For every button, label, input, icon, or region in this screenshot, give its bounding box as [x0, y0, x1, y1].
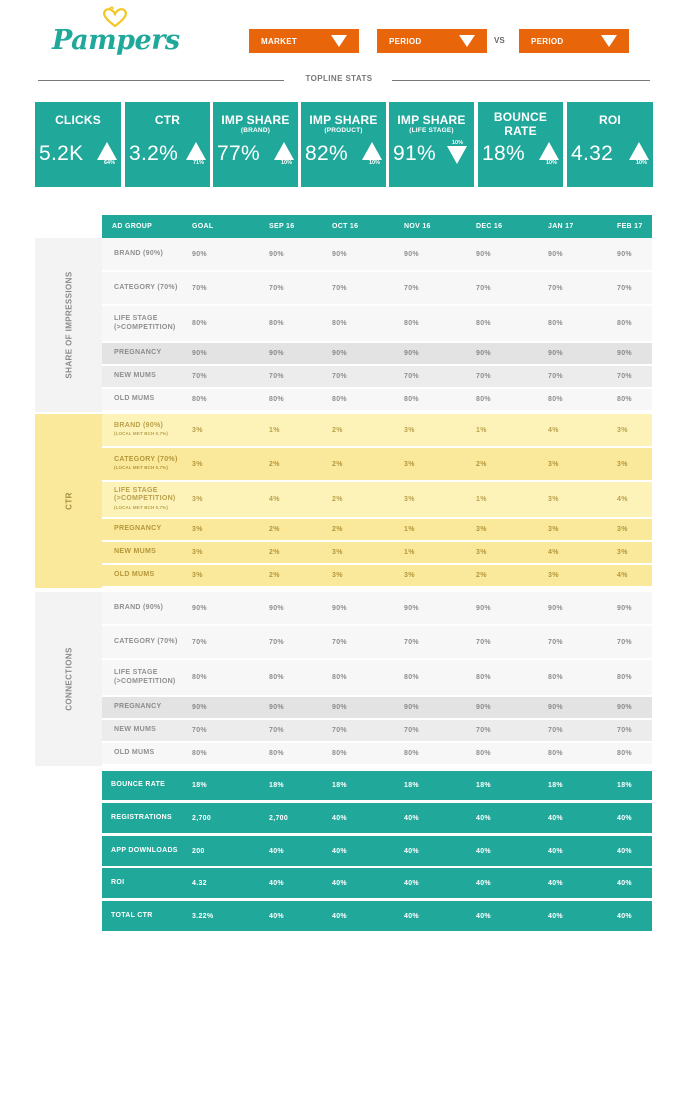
table-cell: 90%: [332, 704, 347, 711]
stat-card-change: 64%: [104, 160, 116, 166]
summary-cell: 40%: [476, 847, 491, 855]
summary-cell: 18%: [476, 782, 491, 789]
table-cell: 1%: [404, 549, 415, 556]
summary-cell: 40%: [404, 912, 419, 920]
table-cell: 3%: [617, 426, 628, 434]
table-cell: 4%: [548, 426, 559, 434]
table-cell: 4%: [548, 549, 559, 556]
table-cell: 90%: [269, 350, 284, 357]
table-cell: 90%: [548, 704, 563, 711]
table-cell: 3%: [476, 526, 487, 533]
table-cell: 4%: [617, 572, 628, 579]
table-row[interactable]: [102, 366, 652, 387]
summary-cell: 40%: [548, 814, 563, 822]
table-row[interactable]: [102, 519, 652, 540]
table-cell: 3%: [332, 572, 343, 579]
triangle-up-icon: [539, 142, 559, 160]
summary-row[interactable]: [102, 901, 652, 931]
table-cell: 80%: [332, 320, 347, 327]
summary-cell: 40%: [269, 879, 284, 887]
row-label-text: OLD MUMS: [114, 749, 155, 757]
section-label: [35, 238, 102, 412]
stat-card-value: 18%: [482, 142, 525, 165]
table-cell: 80%: [192, 674, 207, 681]
table-row[interactable]: [102, 697, 652, 718]
table-cell: 3%: [548, 572, 559, 579]
table-cell: 70%: [548, 638, 563, 646]
table-cell: 90%: [404, 250, 419, 258]
stat-card[interactable]: [567, 102, 653, 187]
row-label-text: NEW MUMS: [114, 726, 157, 734]
table-cell: 1%: [476, 426, 487, 434]
table-cell: 3%: [617, 460, 628, 468]
table-cell: 90%: [332, 350, 347, 357]
table-cell: 90%: [617, 350, 632, 357]
table-cell: 70%: [548, 727, 563, 734]
table-row[interactable]: [102, 626, 652, 658]
table-cell: 70%: [476, 638, 491, 646]
summary-cell: 40%: [404, 847, 419, 855]
stat-card-change: 10%: [636, 160, 648, 166]
stat-card-value: 77%: [217, 142, 260, 165]
row-label-text: NEW MUMS: [114, 548, 157, 556]
table-row[interactable]: [102, 448, 652, 480]
table-cell: 80%: [332, 396, 347, 403]
triangle-up-icon: [186, 142, 206, 160]
market-dropdown[interactable]: [249, 29, 359, 53]
column-header: NOV 16: [404, 223, 431, 230]
vs-label: VS: [494, 36, 505, 45]
table-cell: 1%: [476, 496, 487, 503]
table-cell: 70%: [332, 638, 347, 646]
topline-title: TOPLINE STATS: [305, 74, 373, 83]
table-cell: 80%: [476, 750, 491, 757]
table-cell: 90%: [332, 250, 347, 258]
table-cell: 70%: [192, 638, 207, 646]
row-label: [114, 448, 194, 480]
stat-card-value: 5.2K: [39, 142, 84, 165]
table-cell: 90%: [476, 250, 491, 258]
table-cell: 3%: [617, 526, 628, 533]
row-label-note: (LOCAL MKT BCH 0.7%): [114, 431, 168, 436]
summary-cell: 40%: [617, 814, 632, 822]
stat-card-title: IMP SHARE: [221, 113, 290, 127]
table-row[interactable]: [102, 306, 652, 341]
row-label-text: LIFE STAGE (>COMPETITION): [114, 669, 176, 685]
table-cell: 2%: [332, 496, 343, 503]
table-cell: 1%: [404, 526, 415, 533]
table-cell: 80%: [476, 320, 491, 327]
stat-card-subtitle: (PRODUCT): [324, 127, 363, 134]
summary-cell: 40%: [404, 879, 419, 887]
summary-cell: 4.32: [192, 879, 207, 887]
table-cell: 90%: [269, 250, 284, 258]
table-cell: 2%: [476, 460, 487, 468]
row-label: [114, 565, 194, 586]
summary-row[interactable]: [102, 836, 652, 866]
row-label: [114, 519, 194, 540]
table-cell: 90%: [476, 350, 491, 357]
row-label: [114, 482, 194, 517]
table-cell: 80%: [548, 396, 563, 403]
table-cell: 90%: [332, 604, 347, 612]
row-label: [114, 272, 194, 304]
row-label-text: LIFE STAGE (>COMPETITION): [114, 486, 176, 503]
stat-card-change: 10%: [546, 160, 558, 166]
table-cell: 70%: [269, 638, 284, 646]
row-label-text: OLD MUMS: [114, 395, 155, 403]
stat-card[interactable]: [35, 102, 121, 187]
summary-cell: 200: [192, 847, 205, 855]
table-cell: 80%: [404, 750, 419, 757]
stat-card-title: IMP SHARE: [309, 113, 378, 127]
table-cell: 70%: [476, 284, 491, 292]
summary-label: REGISTRATIONS: [111, 813, 172, 821]
table-cell: 90%: [269, 604, 284, 612]
summary-row[interactable]: [102, 868, 652, 898]
stat-card[interactable]: [213, 102, 298, 187]
table-cell: 70%: [548, 373, 563, 380]
row-label-text: PREGNANCY: [114, 525, 162, 533]
row-label-text: PREGNANCY: [114, 349, 162, 357]
row-label-note: (LOCAL MKT BCH 0.7%): [114, 465, 168, 470]
table-cell: 3%: [548, 460, 559, 468]
table-cell: 1%: [269, 426, 280, 434]
table-cell: 80%: [332, 750, 347, 757]
stat-card-title: BOUNCE: [493, 110, 548, 124]
table-cell: 80%: [548, 674, 563, 681]
divider-left: [38, 80, 284, 81]
table-cell: 70%: [617, 638, 632, 646]
section-label: [35, 414, 102, 588]
table-cell: 90%: [548, 350, 563, 357]
table-cell: 3%: [548, 496, 559, 503]
table-cell: 70%: [617, 373, 632, 380]
column-header: GOAL: [192, 223, 214, 230]
brand-name: Pampers: [52, 25, 180, 56]
table-cell: 70%: [476, 727, 491, 734]
stat-card-subtitle: (LIFE STAGE): [409, 127, 454, 134]
table-cell: 3%: [192, 460, 203, 468]
summary-cell: 40%: [332, 912, 347, 920]
period-dropdown-label: PERIOD: [389, 36, 422, 46]
column-header: OCT 16: [332, 223, 359, 230]
table-cell: 70%: [617, 727, 632, 734]
summary-cell: 3.22%: [192, 912, 214, 920]
summary-label: ROI: [111, 878, 125, 886]
row-label-text: CATEGORY (70%): [114, 283, 178, 291]
summary-cell: 2,700: [192, 814, 212, 822]
row-label: [114, 366, 194, 387]
section-label: [35, 592, 102, 766]
row-label-text: BRAND (90%): [114, 421, 164, 429]
table-cell: 80%: [617, 674, 632, 681]
table-cell: 80%: [269, 750, 284, 757]
column-header: AD GROUP: [112, 223, 153, 230]
stat-card[interactable]: [389, 102, 474, 187]
section-label-text: CONNECTIONS: [64, 647, 73, 711]
table-cell: 3%: [192, 549, 203, 556]
table-cell: 3%: [404, 572, 415, 579]
table-cell: 70%: [332, 284, 347, 292]
row-label-text: NEW MUMS: [114, 372, 157, 380]
stat-card-title: ROI: [599, 113, 621, 127]
table-cell: 80%: [404, 320, 419, 327]
stat-card-value: 82%: [305, 142, 348, 165]
row-label-text: LIFE STAGE (>COMPETITION): [114, 315, 176, 331]
table-cell: 90%: [476, 704, 491, 711]
summary-cell: 18%: [332, 782, 347, 789]
table-cell: 70%: [192, 284, 207, 292]
summary-row[interactable]: [102, 803, 652, 833]
row-label: [114, 238, 194, 270]
stat-card[interactable]: [125, 102, 210, 187]
table-row[interactable]: [102, 272, 652, 304]
summary-cell: 40%: [332, 879, 347, 887]
table-cell: 90%: [404, 704, 419, 711]
stat-card-title: CTR: [154, 113, 181, 127]
table-cell: 70%: [476, 373, 491, 380]
table-cell: 70%: [404, 638, 419, 646]
row-label: [114, 720, 194, 741]
table-cell: 3%: [192, 496, 203, 503]
table-cell: 70%: [269, 373, 284, 380]
table-cell: 3%: [192, 572, 203, 579]
table-cell: 70%: [192, 373, 207, 380]
table-cell: 2%: [332, 460, 343, 468]
table-cell: 90%: [192, 704, 207, 711]
market-dropdown-label: MARKET: [261, 36, 298, 46]
section-label-text: CTR: [64, 492, 73, 510]
chevron-down-icon: [601, 35, 617, 47]
row-label: [114, 660, 194, 695]
summary-cell: 40%: [332, 847, 347, 855]
summary-cell: 40%: [548, 879, 563, 887]
table-cell: 90%: [476, 604, 491, 612]
table-row[interactable]: [102, 238, 652, 270]
summary-cell: 40%: [617, 912, 632, 920]
table-row[interactable]: [102, 482, 652, 517]
row-label: [114, 306, 194, 341]
table-cell: 90%: [192, 350, 207, 357]
table-row[interactable]: [102, 542, 652, 563]
table-row[interactable]: [102, 743, 652, 764]
table-cell: 2%: [332, 426, 343, 434]
table-cell: 80%: [192, 396, 207, 403]
table-cell: 3%: [548, 526, 559, 533]
table-cell: 80%: [192, 320, 207, 327]
table-cell: 3%: [617, 549, 628, 556]
summary-cell: 18%: [192, 782, 207, 789]
table-row[interactable]: [102, 565, 652, 586]
summary-label: TOTAL CTR: [111, 911, 153, 919]
triangle-up-icon: [97, 142, 117, 160]
section-label-text: SHARE OF IMPRESSIONS: [64, 271, 73, 379]
stat-card-subtitle: (BRAND): [240, 127, 271, 134]
table-cell: 70%: [404, 727, 419, 734]
stat-card[interactable]: [478, 102, 563, 187]
table-row[interactable]: [102, 389, 652, 410]
summary-cell: 2,700: [269, 814, 289, 822]
table-cell: 90%: [548, 604, 563, 612]
compare-period-dropdown[interactable]: [519, 29, 629, 53]
table-cell: 2%: [269, 549, 280, 556]
column-header: SEP 16: [269, 223, 295, 230]
column-header: FEB 17: [617, 223, 643, 230]
table-cell: 80%: [617, 320, 632, 327]
table-cell: 2%: [269, 526, 280, 533]
compare-period-dropdown-label: PERIOD: [531, 36, 564, 46]
table-cell: 2%: [269, 460, 280, 468]
summary-cell: 40%: [269, 912, 284, 920]
row-label-text: CATEGORY (70%): [114, 637, 178, 645]
table-cell: 3%: [404, 496, 415, 503]
table-row[interactable]: [102, 720, 652, 741]
table-cell: 80%: [404, 674, 419, 681]
row-label-text: BRAND (90%): [114, 249, 164, 257]
table-cell: 4%: [269, 496, 280, 503]
column-header: DEC 16: [476, 223, 503, 230]
summary-label: APP DOWNLOADS: [111, 846, 178, 854]
row-label: [114, 697, 194, 718]
summary-cell: 18%: [548, 782, 563, 789]
table-cell: 80%: [617, 396, 632, 403]
table-cell: 90%: [617, 604, 632, 612]
stat-card-value: 3.2%: [129, 142, 179, 165]
summary-cell: 40%: [269, 847, 284, 855]
row-label: [114, 626, 194, 658]
row-label-text: BRAND (90%): [114, 603, 164, 611]
stat-card[interactable]: [301, 102, 386, 187]
table-cell: 70%: [192, 727, 207, 734]
row-label: [114, 414, 194, 446]
summary-cell: 18%: [617, 782, 632, 789]
table-cell: 80%: [332, 674, 347, 681]
table-cell: 90%: [404, 604, 419, 612]
triangle-down-icon: [447, 146, 467, 164]
row-label-text: CATEGORY (70%): [114, 455, 178, 463]
table-row[interactable]: [102, 343, 652, 364]
stat-card-value: 4.32: [571, 142, 614, 165]
row-label: [114, 343, 194, 364]
summary-row[interactable]: [102, 771, 652, 800]
chevron-down-icon: [331, 35, 347, 47]
table-cell: 90%: [617, 704, 632, 711]
table-cell: 80%: [404, 396, 419, 403]
table-cell: 90%: [617, 250, 632, 258]
summary-cell: 40%: [476, 912, 491, 920]
triangle-up-icon: [362, 142, 382, 160]
row-label: [114, 389, 194, 410]
summary-cell: 40%: [548, 847, 563, 855]
table-cell: 70%: [404, 373, 419, 380]
table-cell: 90%: [192, 604, 207, 612]
table-cell: 2%: [476, 572, 487, 579]
table-cell: 80%: [269, 320, 284, 327]
table-cell: 90%: [192, 250, 207, 258]
triangle-up-icon: [629, 142, 649, 160]
chevron-down-icon: [459, 35, 475, 47]
table-cell: 70%: [404, 284, 419, 292]
table-cell: 2%: [269, 572, 280, 579]
table-cell: 70%: [332, 727, 347, 734]
table-cell: 70%: [269, 727, 284, 734]
triangle-up-icon: [274, 142, 294, 160]
summary-cell: 40%: [617, 879, 632, 887]
table-cell: 80%: [548, 320, 563, 327]
period-dropdown[interactable]: [377, 29, 487, 53]
table-cell: 3%: [404, 426, 415, 434]
pampers-logo[interactable]: [52, 6, 180, 62]
table-cell: 90%: [548, 250, 563, 258]
stat-card-title: CLICKS: [55, 113, 101, 127]
summary-cell: 40%: [476, 814, 491, 822]
summary-cell: 40%: [332, 814, 347, 822]
stat-card-value: 91%: [393, 142, 436, 165]
table-cell: 80%: [269, 674, 284, 681]
row-label: [114, 542, 194, 563]
table-cell: 80%: [476, 674, 491, 681]
summary-cell: 40%: [548, 912, 563, 920]
stat-card-change: 71%: [193, 160, 205, 166]
summary-cell: 40%: [476, 879, 491, 887]
column-header: JAN 17: [548, 223, 574, 230]
table-row[interactable]: [102, 592, 652, 624]
table-row[interactable]: [102, 414, 652, 446]
table-cell: 2%: [332, 526, 343, 533]
summary-cell: 18%: [269, 782, 284, 789]
table-cell: 90%: [404, 350, 419, 357]
table-cell: 70%: [269, 284, 284, 292]
table-cell: 90%: [269, 704, 284, 711]
table-cell: 80%: [269, 396, 284, 403]
row-label-note: (LOCAL MKT BCH 0.7%): [114, 504, 168, 510]
row-label-text: PREGNANCY: [114, 703, 162, 711]
summary-cell: 18%: [404, 782, 419, 789]
stat-card-change: 10%: [369, 160, 381, 166]
divider-right: [392, 80, 650, 81]
table-cell: 3%: [404, 460, 415, 468]
table-cell: 3%: [332, 549, 343, 556]
table-cell: 80%: [548, 750, 563, 757]
summary-cell: 40%: [617, 847, 632, 855]
row-label-text: OLD MUMS: [114, 571, 155, 579]
table-cell: 4%: [617, 496, 628, 503]
stat-card-title: IMP SHARE: [397, 113, 466, 127]
row-label: [114, 743, 194, 764]
table-cell: 70%: [617, 284, 632, 292]
table-row[interactable]: [102, 660, 652, 695]
table-header: [102, 215, 652, 238]
table-cell: 80%: [617, 750, 632, 757]
table-cell: 70%: [548, 284, 563, 292]
table-cell: 3%: [192, 426, 203, 434]
table-cell: 80%: [192, 750, 207, 757]
summary-label: BOUNCE RATE: [111, 781, 166, 789]
summary-cell: 40%: [404, 814, 419, 822]
row-label: [114, 592, 194, 624]
stat-card-change: 10%: [281, 160, 293, 166]
table-cell: 3%: [192, 526, 203, 533]
table-cell: 3%: [476, 549, 487, 556]
stat-card-change: 10%: [452, 140, 464, 146]
stat-card-subtitle: RATE: [504, 124, 537, 138]
table-cell: 70%: [332, 373, 347, 380]
table-cell: 80%: [476, 396, 491, 403]
